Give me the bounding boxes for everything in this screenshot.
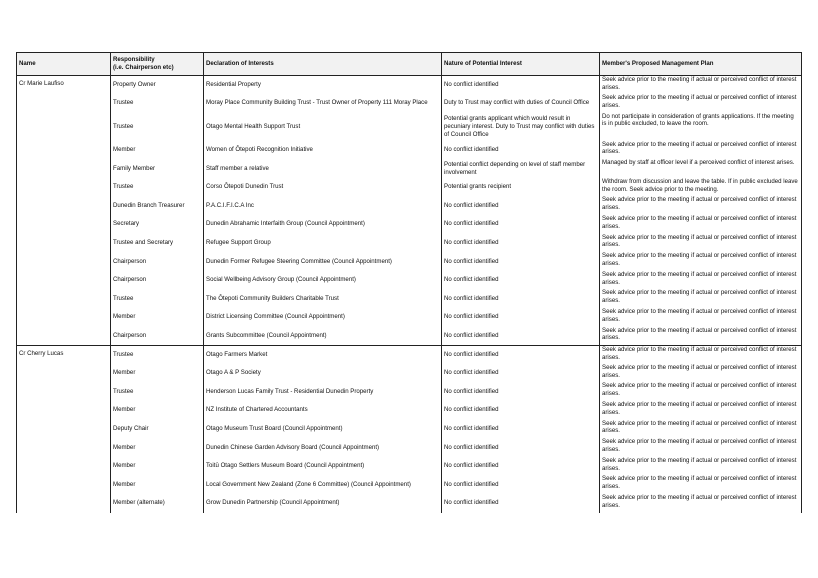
cell-nature: No conflict identified (442, 289, 600, 308)
cell-nature: No conflict identified (442, 327, 600, 346)
cell-declaration: Dunedin Chinese Garden Advisory Board (Council Appointment) (204, 438, 442, 457)
table-row (17, 159, 802, 178)
header-responsibility-line2: (i.e. Chairperson etc) (113, 64, 174, 71)
cell-plan: Seek advice prior to the meeting if actual or perceived conflict of interest arises. (600, 308, 802, 327)
cell-nature: No conflict identified (442, 382, 600, 401)
member-group-lucas (17, 345, 802, 512)
cell-responsibility: Property Owner (111, 76, 204, 95)
table-row (17, 289, 802, 308)
cell-responsibility: Trustee (111, 345, 204, 364)
cell-plan: Seek advice prior to the meeting if actual or perceived conflict of interest arises. (600, 401, 802, 420)
cell-declaration: Henderson Lucas Family Trust - Residential Dunedin Property (204, 382, 442, 401)
cell-nature: No conflict identified (442, 76, 600, 95)
cell-nature: No conflict identified (442, 494, 600, 513)
header-responsibility-line1: Responsibility (113, 56, 155, 64)
cell-responsibility: Member (111, 141, 204, 160)
cell-plan: Seek advice prior to the meeting if actual or perceived conflict of interest arises. (600, 345, 802, 364)
table-row (17, 308, 802, 327)
cell-responsibility: Member (111, 308, 204, 327)
table-row (17, 271, 802, 290)
member-name: Cr Marie Laufiso (17, 76, 111, 346)
cell-declaration: District Licensing Committee (Council Appointment) (204, 308, 442, 327)
cell-plan: Seek advice prior to the meeting if actual or perceived conflict of interest arises. (600, 271, 802, 290)
cell-nature: No conflict identified (442, 141, 600, 160)
header-responsibility (111, 53, 204, 76)
cell-responsibility: Trustee and Secretary (111, 234, 204, 253)
cell-nature: No conflict identified (442, 420, 600, 439)
cell-declaration: Local Government New Zealand (Zone 6 Committee) (Council Appointment) (204, 475, 442, 494)
cell-declaration: Women of Ōtepoti Recognition Initiative (204, 141, 442, 160)
cell-responsibility: Member (111, 457, 204, 476)
table-header (17, 53, 802, 76)
cell-declaration: Toitū Otago Settlers Museum Board (Council Appointment) (204, 457, 442, 476)
header-declaration: Declaration of Interests (204, 53, 442, 76)
cell-declaration: P.A.C.I.F.I.C.A Inc (204, 196, 442, 215)
cell-plan: Do not participate in consideration of grants applications. If the meeting is in public excluded, to leave the room. (600, 113, 802, 141)
header-name: Name (17, 53, 111, 76)
cell-nature: No conflict identified (442, 457, 600, 476)
cell-declaration: Staff member a relative (204, 159, 442, 178)
cell-nature: No conflict identified (442, 252, 600, 271)
cell-declaration: Refugee Support Group (204, 234, 442, 253)
cell-responsibility: Chairperson (111, 252, 204, 271)
cell-nature: No conflict identified (442, 475, 600, 494)
cell-declaration: Grow Dunedin Partnership (Council Appointment) (204, 494, 442, 513)
table-row (17, 401, 802, 420)
header-plan: Member's Proposed Management Plan (600, 53, 802, 76)
table-row (17, 364, 802, 383)
cell-nature: No conflict identified (442, 271, 600, 290)
cell-declaration: Otago A & P Society (204, 364, 442, 383)
cell-responsibility: Trustee (111, 382, 204, 401)
table-row (17, 234, 802, 253)
cell-plan: Seek advice prior to the meeting if actual or perceived conflict of interest arises. (600, 364, 802, 383)
cell-responsibility: Member (111, 438, 204, 457)
cell-plan: Seek advice prior to the meeting if actual or perceived conflict of interest arises. (600, 234, 802, 253)
table-row (17, 327, 802, 346)
cell-responsibility: Trustee (111, 178, 204, 197)
cell-plan: Seek advice prior to the meeting if actual or perceived conflict of interest arises. (600, 141, 802, 160)
cell-plan: Seek advice prior to the meeting if actual or perceived conflict of interest arises. (600, 420, 802, 439)
cell-nature: Duty to Trust may conflict with duties of Council Office (442, 94, 600, 113)
cell-declaration: Otago Mental Health Support Trust (204, 113, 442, 141)
cell-declaration: Dunedin Abrahamic Interfaith Group (Council Appointment) (204, 215, 442, 234)
member-name: Cr Cherry Lucas (17, 345, 111, 512)
cell-responsibility: Member (alternate) (111, 494, 204, 513)
cell-plan: Seek advice prior to the meeting if actual or perceived conflict of interest arises. (600, 252, 802, 271)
cell-declaration: NZ Institute of Chartered Accountants (204, 401, 442, 420)
cell-nature: No conflict identified (442, 308, 600, 327)
cell-responsibility: Member (111, 364, 204, 383)
cell-plan: Seek advice prior to the meeting if actual or perceived conflict of interest arises. (600, 289, 802, 308)
cell-responsibility: Trustee (111, 94, 204, 113)
cell-declaration: The Ōtepoti Community Builders Charitable Trust (204, 289, 442, 308)
cell-plan: Seek advice prior to the meeting if actual or perceived conflict of interest arises. (600, 382, 802, 401)
cell-responsibility: Deputy Chair (111, 420, 204, 439)
cell-declaration: Residential Property (204, 76, 442, 95)
cell-declaration: Otago Museum Trust Board (Council Appointment) (204, 420, 442, 439)
cell-responsibility: Trustee (111, 113, 204, 141)
table-row (17, 457, 802, 476)
table-row (17, 438, 802, 457)
cell-responsibility: Dunedin Branch Treasurer (111, 196, 204, 215)
cell-plan: Seek advice prior to the meeting if actual or perceived conflict of interest arises. (600, 475, 802, 494)
cell-nature: No conflict identified (442, 234, 600, 253)
cell-responsibility: Family Member (111, 159, 204, 178)
cell-plan: Seek advice prior to the meeting if actual or perceived conflict of interest arises. (600, 76, 802, 95)
cell-nature: No conflict identified (442, 401, 600, 420)
cell-nature: Potential grants applicant which would result in pecuniary interest. Duty to Trust may conflict with duties of Council Office (442, 113, 600, 141)
table-row (17, 382, 802, 401)
cell-nature: No conflict identified (442, 196, 600, 215)
table-row (17, 113, 802, 141)
cell-declaration: Social Wellbeing Advisory Group (Council Appointment) (204, 271, 442, 290)
cell-nature: No conflict identified (442, 345, 600, 364)
cell-plan: Seek advice prior to the meeting if actual or perceived conflict of interest arises. (600, 438, 802, 457)
cell-nature: Potential grants recipient (442, 178, 600, 197)
table-row (17, 141, 802, 160)
cell-nature: No conflict identified (442, 438, 600, 457)
table-row (17, 178, 802, 197)
cell-declaration: Grants Subcommittee (Council Appointment) (204, 327, 442, 346)
table-row (17, 475, 802, 494)
cell-nature: No conflict identified (442, 215, 600, 234)
cell-nature: No conflict identified (442, 364, 600, 383)
cell-plan: Seek advice prior to the meeting if actual or perceived conflict of interest arises. (600, 494, 802, 513)
cell-declaration: Dunedin Former Refugee Steering Committee (Council Appointment) (204, 252, 442, 271)
table-row (17, 420, 802, 439)
cell-declaration: Moray Place Community Building Trust - Trust Owner of Property 111 Moray Place (204, 94, 442, 113)
cell-plan: Seek advice prior to the meeting if actual or perceived conflict of interest arises. (600, 94, 802, 113)
cell-declaration: Otago Farmers Market (204, 345, 442, 364)
cell-responsibility: Secretary (111, 215, 204, 234)
table-row (17, 196, 802, 215)
member-group-laufiso (17, 76, 802, 346)
cell-responsibility: Chairperson (111, 327, 204, 346)
cell-nature: Potential conflict depending on level of staff member involvement (442, 159, 600, 178)
table-row (17, 252, 802, 271)
table-row (17, 76, 802, 95)
cell-declaration: Corso Ōtepoti Dunedin Trust (204, 178, 442, 197)
table-row (17, 94, 802, 113)
cell-plan: Seek advice prior to the meeting if actual or perceived conflict of interest arises. (600, 457, 802, 476)
cell-plan: Seek advice prior to the meeting if actual or perceived conflict of interest arises. (600, 215, 802, 234)
cell-responsibility: Member (111, 475, 204, 494)
cell-responsibility: Trustee (111, 289, 204, 308)
cell-plan: Withdraw from discussion and leave the table. If in public excluded leave the room. Seek advice prior to the meeting. (600, 178, 802, 197)
cell-responsibility: Member (111, 401, 204, 420)
table-row (17, 345, 802, 364)
table-row (17, 215, 802, 234)
cell-plan: Seek advice prior to the meeting if actual or perceived conflict of interest arises. (600, 196, 802, 215)
table-row (17, 494, 802, 513)
cell-plan: Managed by staff at officer level if a perceived conflict of interest arises. (600, 159, 802, 178)
declaration-of-interests-table (16, 52, 802, 513)
cell-responsibility: Chairperson (111, 271, 204, 290)
cell-plan: Seek advice prior to the meeting if actual or perceived conflict of interest arises. (600, 327, 802, 346)
header-nature: Nature of Potential Interest (442, 53, 600, 76)
